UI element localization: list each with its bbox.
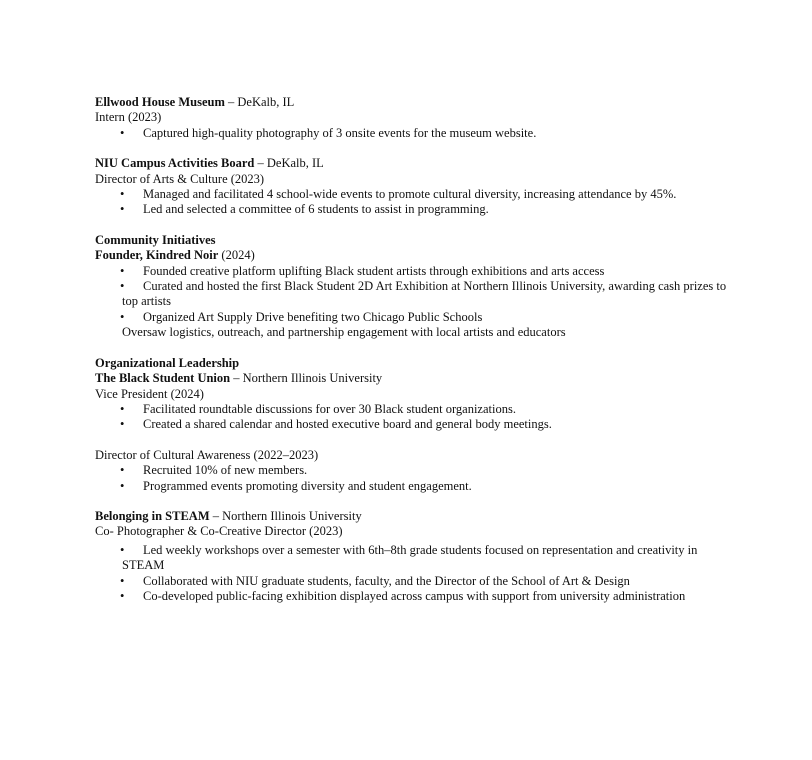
bullet-item: • Managed and facilitated 4 school-wide events to promote cultural diversity, increasing attendance by 45%. — [95, 187, 735, 202]
niu-cab-location: – DeKalb, IL — [254, 156, 324, 171]
leadership-location: – Northern Illinois University — [230, 371, 383, 386]
bullet-item: • Programmed events promoting diversity and student engagement. — [95, 479, 735, 494]
niu-cab-org: NIU Campus Activities Board — [95, 156, 255, 171]
bullet-item: • Led weekly workshops over a semester with 6th–8th grade students focused on representation and creativity in STEAM — [95, 543, 735, 574]
leadership-org: The Black Student Union — [95, 371, 231, 386]
bullet-item: • Recruited 10% of new members. — [95, 463, 735, 478]
leadership-role-1: Vice President (2024) — [95, 386, 204, 401]
steam-org: Belonging in STEAM — [95, 508, 210, 523]
community-section — [95, 233, 735, 341]
bullet-item: • Facilitated roundtable discussions for over 30 Black student organizations. — [95, 402, 735, 417]
niu-cab-header — [95, 156, 735, 171]
steam-bullets — [95, 543, 735, 605]
leadership-org-header — [95, 371, 735, 386]
niu-cab-section — [95, 156, 735, 218]
ellwood-location: – DeKalb, IL — [224, 95, 295, 109]
ellwood-bullets — [95, 126, 735, 141]
bullet-item: • Captured high-quality photography of 3 onsite events for the museum website. — [95, 126, 735, 141]
ellwood-section — [95, 95, 735, 141]
steam-role: Co- Photographer & Co-Creative Director (2023) — [95, 524, 343, 539]
bullet-item: • Organized Art Supply Drive benefiting two Chicago Public Schools — [95, 310, 735, 325]
bullet-item: • Co-developed public-facing exhibition displayed across campus with support from university administration — [95, 589, 735, 604]
community-bullets — [95, 264, 735, 326]
leadership-bullets-1 — [95, 402, 735, 433]
niu-cab-bullets — [95, 187, 735, 218]
bullet-item: • Founded creative platform uplifting Black student artists through exhibitions and arts access — [95, 264, 735, 279]
community-org: Founder, Kindred Noir — [95, 248, 219, 263]
resume-page — [95, 95, 735, 604]
community-year: (2024) — [218, 248, 255, 263]
community-extra-line: Oversaw logistics, outreach, and partnership engagement with local artists and educators — [122, 325, 566, 340]
bullet-item: • Led and selected a committee of 6 students to assist in programming. — [95, 202, 735, 217]
ellwood-role: Intern (2023) — [95, 110, 162, 125]
leadership-bullets-2 — [95, 463, 735, 494]
steam-section — [95, 509, 735, 604]
community-org-header — [95, 248, 735, 263]
bullet-item: • Created a shared calendar and hosted executive board and general body meetings. — [95, 417, 735, 432]
leadership-heading: Organizational Leadership — [95, 355, 240, 370]
steam-header — [95, 509, 735, 524]
community-heading: Community Initiatives — [95, 232, 216, 247]
niu-cab-role: Director of Arts & Culture (2023) — [95, 171, 265, 186]
steam-location: – Northern Illinois University — [209, 508, 362, 523]
leadership-section — [95, 356, 735, 494]
bullet-item: • Curated and hosted the first Black Student 2D Art Exhibition at Northern Illinois University, awarding cash prizes to top artists — [95, 279, 735, 310]
ellwood-org: Ellwood House Museum — [95, 95, 225, 109]
ellwood-header — [95, 95, 735, 110]
leadership-role-2: Director of Cultural Awareness (2022–2023) — [95, 447, 319, 462]
bullet-item: • Collaborated with NIU graduate students, faculty, and the Director of the School of Art & Design — [95, 574, 735, 589]
